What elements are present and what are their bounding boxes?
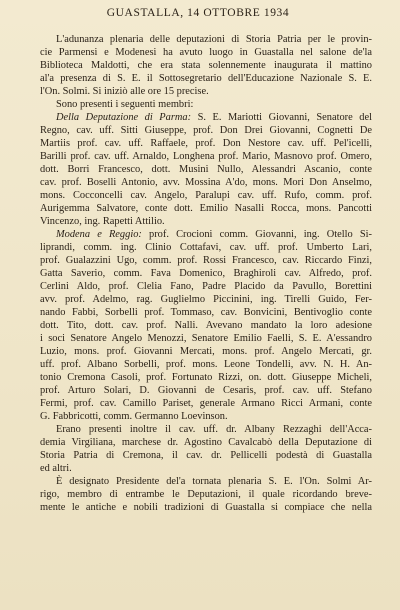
- text-line: liprandi, comm. ing. Clinio Cottafavi, cav. uff. prof. Umberto Lari,: [40, 242, 372, 253]
- paragraph-parma: [24, 111, 372, 228]
- text-line: Regno, cav. uff. Sitti Giuseppe, prof. Don Drei Giovanni, Cognetti De: [40, 125, 372, 136]
- text-line: prof. Gualazzini Ugo, comm. prof. Rossi Francesco, cav. Riccardo Finzi,: [40, 255, 372, 266]
- text-line: dott. Tito, dott. cav. prof. Nalli. Avevano mandato la loro adesione: [40, 320, 372, 331]
- text-line: uff. prof. Albano Sorbelli, prof. mons. Leone Tondelli, avv. N. H. An-: [40, 359, 372, 370]
- text-line: prof. Arturo Solari, D. Giovanni de Cesaris, prof. cav. uff. Stefano: [40, 385, 372, 396]
- text-line: Aurigemma Salvatore, conte dott. Emilio Nasalli Rocca, mons. Pancotti: [40, 203, 372, 214]
- paragraph-intro: [24, 33, 372, 98]
- text-line: G. Fabbricotti, comm. Germanno Loevinson.: [40, 411, 228, 422]
- section-lead-modena: Modena e Reggio:: [56, 229, 142, 240]
- text-line: cie Parmensi e Modenesi ha avuto luogo in Guastalla nel salone de'la: [40, 47, 372, 58]
- text-line: Erano presenti inoltre il cav. uff. dr. Albany Rezzaghi dell'Acca-: [56, 424, 372, 435]
- text-line: al'a presenza di S. E. il Sottosegretario dell'Educazione Nazionale S. E.: [40, 73, 372, 84]
- text-line: l'On. Solmi. Si iniziò alle ore 15 precise.: [40, 86, 209, 97]
- text-line: [24, 111, 372, 124]
- text-line: Luzio, mons. prof. Giovanni Mercati, mons. prof. Angelo Mercati, gr.: [40, 346, 372, 357]
- text-line: cav. prof. Boselli Antonio, avv. Mossina A'do, mons. Mori Don Anselmo,: [40, 177, 372, 188]
- text-line: È designato Presidente del'a tornata plenaria S. E. l'On. Solmi Ar-: [56, 476, 372, 487]
- paragraph-others-present: [24, 423, 372, 475]
- text-line: rigo, membro di entrambe le Deputazioni, il quale ricordando breve-: [40, 489, 372, 500]
- text-line: mente le antiche e nobili tradizioni di Guastalla si compiace che nella: [40, 502, 372, 513]
- text-line: avv. prof. Adelmo, rag. Guglielmo Piccinini, ing. Tirelli Guido, Fer-: [40, 294, 372, 305]
- text-line: Gatta Saverio, comm. Fava Domenico, Braghiroli cav. Alfredo, prof.: [40, 268, 372, 279]
- page-heading: GUASTALLA, 14 OTTOBRE 1934: [106, 7, 290, 19]
- text-line: dott. Borri Francesco, dott. Musini Nullo, Alessandri Ascanio, conte: [40, 164, 372, 175]
- text-line: L'adunanza plenaria delle deputazioni di Storia Patria per le provin-: [56, 34, 372, 45]
- text-line: Storia Patria di Cremona, il cav. dr. Pellicelli podestà di Guastalla: [40, 450, 372, 461]
- paragraph-modena-reggio: [24, 228, 372, 423]
- text-line: Vincenzo, ing. Rapetti Attilio.: [40, 216, 165, 227]
- text-line: Biblioteca Maldotti, che era stata solennemente inaugurata il mattino: [40, 60, 372, 71]
- document-body: [24, 33, 372, 514]
- text-line: Martiis prof. cav. uff. Raffaele, prof. Don Nestore cav. uff. Pel'icelli,: [40, 138, 372, 149]
- text-fragment: S. E. Mariotti Giovanni, Senatore del: [191, 112, 372, 123]
- text-line: demia Virgiliana, marchese dr. Agostino Cavalcabò della Deputazione di: [40, 437, 372, 448]
- paragraph-members-intro: [24, 98, 372, 111]
- text-fragment: prof. Crocioni comm. Giovanni, ing. Otello Si-: [141, 229, 372, 240]
- text-line: Fermi, prof. cav. Camillo Pariset, generale Armano Ricci Armani, conte: [40, 398, 372, 409]
- section-lead-parma: Della Deputazione di Parma:: [56, 112, 192, 123]
- text-line: Cerlini Aldo, prof. Clelia Fano, Padre Placido da Pavullo, Borettini: [40, 281, 372, 292]
- text-line: tonio Cremona Casoli, prof. Fortunato Rizzi, on. dott. Giuseppe Micheli,: [40, 372, 372, 383]
- text-line: Sono presenti i seguenti membri:: [56, 99, 194, 110]
- text-line: ed altri.: [40, 463, 72, 474]
- text-line: mons. Cocconcelli cav. Angelo, Paralupi cav. uff. Rufo, comm. prof.: [40, 190, 372, 201]
- text-line: Barilli prof. cav. uff. Arnaldo, Longhena prof. Mario, Masnovo prof. Omero,: [40, 151, 372, 162]
- text-line: nando Fabbi, Sorbelli prof. Tommaso, cav. Bonvicini, Bentivoglio conte: [40, 307, 372, 318]
- paragraph-president: [24, 475, 372, 514]
- text-line: i soci Senatore Angelo Menozzi, Senatore Emilio Faelli, S. E. A'essandro: [40, 333, 372, 344]
- text-line: [24, 228, 372, 241]
